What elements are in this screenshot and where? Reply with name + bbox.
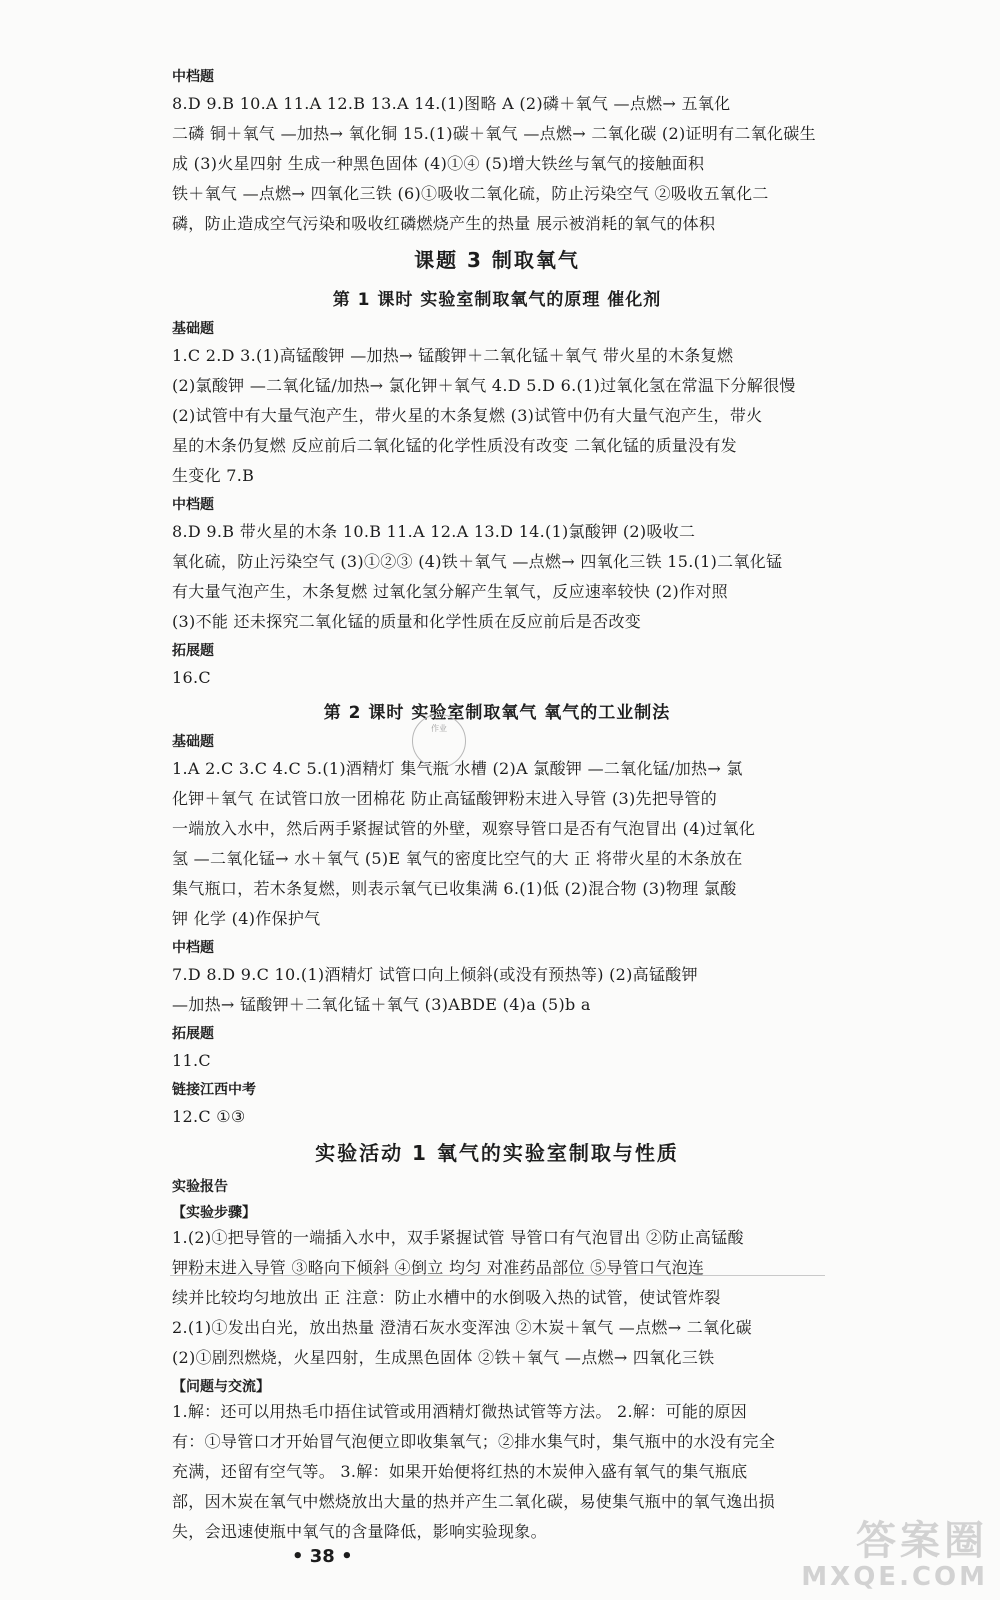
answer-line: 钾 化学 (4)作保护气: [172, 909, 321, 928]
answer-line: 16.C: [172, 668, 211, 687]
answer-line: 集气瓶口，若木条复燃，则表示氧气已收集满 6.(1)低 (2)混合物 (3)物理 氯酸: [172, 879, 737, 898]
divider-line: [170, 1275, 825, 1276]
answer-line: 失，会迅速使瓶中氧气的含量降低，影响实验现象。: [172, 1522, 547, 1541]
bracket-heading: 【问题与交流】: [172, 1379, 270, 1395]
answer-line: 1.(2)①把导管的一端插入水中，双手紧握试管 导管口有气泡冒出 ②防止高锰酸: [172, 1228, 744, 1247]
watermark-logo: 答案圈: [856, 1518, 988, 1564]
answer-line: (2)氯酸钾 —二氧化锰/加热→ 氯化钾＋氧气 4.D 5.D 6.(1)过氧化氢在常温下分解很慢: [172, 376, 796, 395]
answer-line: 化钾＋氧气 在试管口放一团棉花 防止高锰酸钾粉末进入导管 (3)先把导管的: [172, 789, 718, 808]
sub-heading: 中档题: [172, 69, 214, 85]
sub-heading: 中档题: [172, 497, 214, 513]
sub-heading: 拓展题: [172, 643, 214, 659]
answer-line: 星的木条仍复燃 反应前后二氧化锰的化学性质没有改变 二氧化锰的质量没有发: [172, 436, 737, 455]
answer-line: 成 (3)火星四射 生成一种黑色固体 (4)①④ (5)增大铁丝与氧气的接触面积: [172, 154, 705, 173]
sub-heading: 基础题: [172, 321, 214, 337]
answer-line: 磷，防止造成空气污染和吸收红磷燃烧产生的热量 展示被消耗的氧气的体积: [172, 214, 716, 233]
title-heading: 实验活动 1 氧气的实验室制取与性质: [315, 1141, 679, 1165]
watermark-url: MXQE.COM: [801, 1562, 988, 1592]
sub-heading: 中档题: [172, 940, 214, 956]
watermark: [801, 1509, 988, 1592]
answer-line: 1.解：还可以用热毛巾捂住试管或用酒精灯微热试管等方法。 2.解：可能的原因: [172, 1402, 748, 1421]
answer-line: 11.C: [172, 1051, 211, 1070]
title-heading: 课题 3 制取氧气: [414, 248, 580, 272]
answer-line: (2)试管中有大量气泡产生，带火星的木条复燃 (3)试管中仍有大量气泡产生，带火: [172, 406, 763, 425]
answer-line: 氢 —二氧化锰→ 水＋氧气 (5)E 氧气的密度比空气的大 正 将带火星的木条放在: [172, 849, 743, 868]
answer-line: 二磷 铜＋氧气 —加热→ 氧化铜 15.(1)碳＋氧气 —点燃→ 二氧化碳 (2)证明有二氧化碳生: [172, 124, 816, 143]
answer-line: 部，因木炭在氧气中燃烧放出大量的热并产生二氧化碳，易使集气瓶中的氧气逸出损: [172, 1492, 776, 1511]
answer-line: 一端放入水中，然后两手紧握试管的外壁，观察导管口是否有气泡冒出 (4)过氧化: [172, 819, 756, 838]
answer-line: 1.C 2.D 3.(1)高锰酸钾 —加热→ 锰酸钾＋二氧化锰＋氧气 带火星的木条复燃: [172, 346, 734, 365]
sub-heading: 链接江西中考: [172, 1082, 256, 1098]
answer-line: 8.D 9.B 10.A 11.A 12.B 13.A 14.(1)图略 A (2)磷＋氧气 —点燃→ 五氧化: [172, 94, 731, 113]
answer-line: 氧化硫，防止污染空气 (3)①②③ (4)铁＋氧气 —点燃→ 四氧化三铁 15.(1)二氧化锰: [172, 552, 783, 571]
answer-line: 有大量气泡产生，木条复燃 过氧化氢分解产生氧气，反应速率较快 (2)作对照: [172, 582, 728, 601]
answer-line: 铁＋氧气 —点燃→ 四氧化三铁 (6)①吸收二氧化硫，防止污染空气 ②吸收五氧化二: [172, 184, 769, 203]
answer-content: [172, 62, 822, 1552]
stamp-text: 作业: [431, 724, 447, 733]
answer-line: 1.A 2.C 3.C 4.C 5.(1)酒精灯 集气瓶 水槽 (2)A 氯酸钾 —二氧化锰/加热→ 氯: [172, 759, 743, 778]
sub-heading: 基础题: [172, 734, 214, 750]
sub-heading: 实验报告: [172, 1179, 228, 1195]
lesson-heading: 第 2 课时 实验室制取氧气 氧气的工业制法: [323, 703, 671, 723]
answer-line: (2)①剧烈燃烧，火星四射，生成黑色固体 ②铁＋氧气 —点燃→ 四氧化三铁: [172, 1348, 715, 1367]
answer-line: (3)不能 还未探究二氧化锰的质量和化学性质在反应前后是否改变: [172, 612, 642, 631]
answer-line: 生变化 7.B: [172, 466, 255, 485]
answer-line: 12.C ①③: [172, 1107, 246, 1126]
answer-line: 8.D 9.B 带火星的木条 10.B 11.A 12.A 13.D 14.(1)氯酸钾 (2)吸收二: [172, 522, 696, 541]
answer-line: 钾粉末进入导管 ③略向下倾斜 ④倒立 均匀 对准药品部位 ⑤导管口气泡连: [172, 1258, 705, 1277]
lesson-heading: 第 1 课时 实验室制取氧气的原理 催化剂: [332, 290, 662, 310]
sub-heading: 拓展题: [172, 1026, 214, 1042]
answer-line: 7.D 8.D 9.C 10.(1)酒精灯 试管口向上倾斜(或没有预热等) (2)高锰酸钾: [172, 965, 698, 984]
stamp: [412, 714, 466, 768]
answer-line: 续并比较均匀地放出 正 注意：防止水槽中的水倒吸入热的试管，使试管炸裂: [172, 1288, 721, 1307]
answer-line: 有：①导管口才开始冒气泡便立即收集氧气；②排水集气时，集气瓶中的水没有完全: [172, 1432, 776, 1451]
answer-line: 充满，还留有空气等。 3.解：如果开始便将红热的木炭伸入盛有氧气的集气瓶底: [172, 1462, 748, 1481]
answer-line: —加热→ 锰酸钾＋二氧化锰＋氧气 (3)ABDE (4)a (5)b a: [172, 995, 591, 1014]
page-number: • 38 •: [292, 1546, 353, 1567]
bracket-heading: 【实验步骤】: [172, 1205, 256, 1221]
answer-line: 2.(1)①发出白光，放出热量 澄清石灰水变浑浊 ②木炭＋氧气 —点燃→ 二氧化碳: [172, 1318, 752, 1337]
